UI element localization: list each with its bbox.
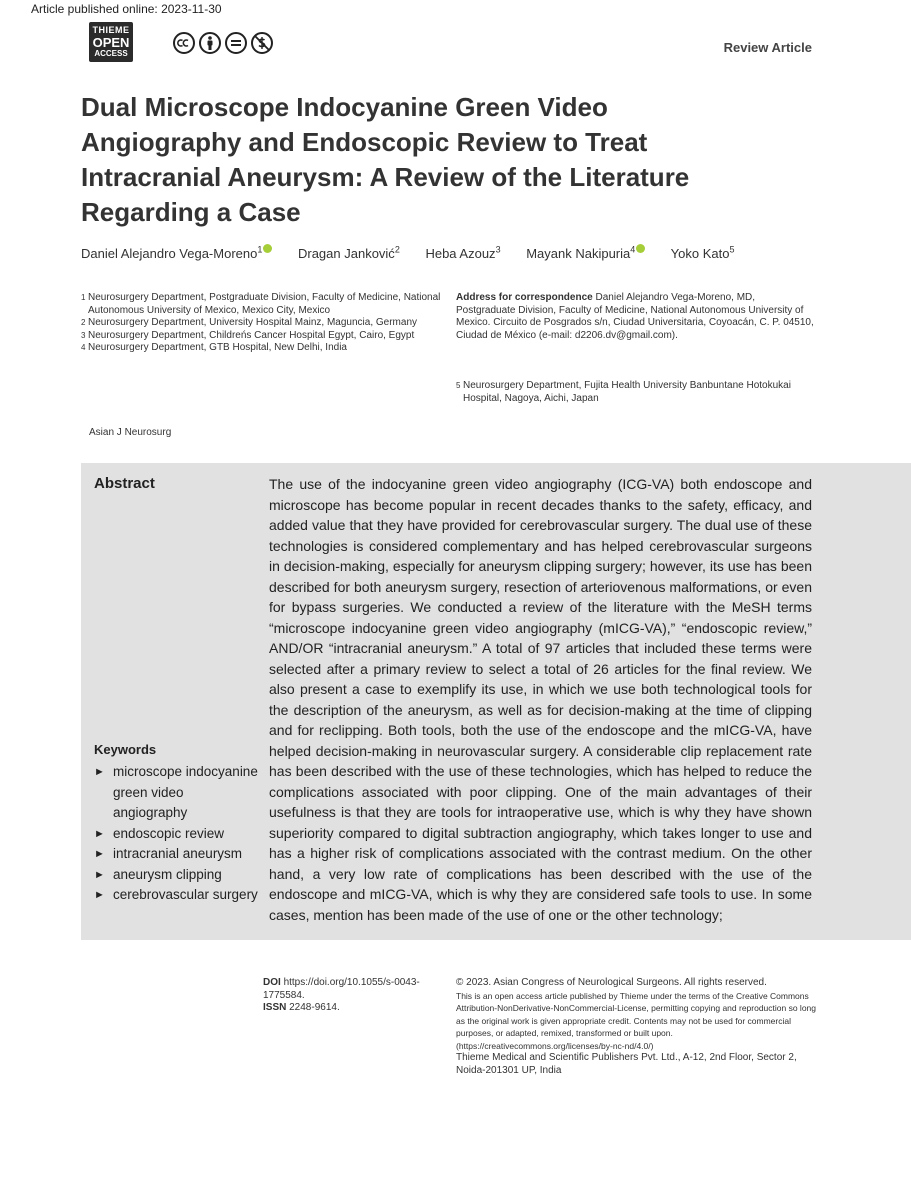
- keyword-text: intracranial aneurysm: [113, 846, 243, 861]
- author-1[interactable]: [81, 246, 272, 261]
- author-list: [81, 244, 756, 261]
- affiliation-number: 5: [456, 381, 461, 390]
- nd-icon: [224, 31, 248, 55]
- author-name: Heba Azouz: [425, 246, 496, 261]
- affiliation-text: Neurosurgery Department, Fujita Health University Banbuntane Hotokukai Hospital, Nagoya, Aichi, Japan: [463, 380, 791, 404]
- affiliation-2: [81, 317, 441, 330]
- publisher-address: Thieme Medical and Scientific Publishers Pvt. Ltd., A-12, 2nd Floor, Sector 2, Noida-201301 UP, India: [456, 1052, 797, 1076]
- affiliation-number: 2: [394, 244, 400, 255]
- arrow-bullet-icon: ►: [94, 889, 105, 901]
- by-icon: [198, 31, 222, 55]
- license-text[interactable]: This is an open access article published by Thieme under the terms of the Creative Commons Attribution-NonDerivative-NonCommercial-License, permitting copying and reproduction so long as the original work is given appropriate credit. Contents may not be used for commercial purposes, or adapted, remixed, transformed or built upon. (https://creativecommons.org/licenses/by-nc-nd/4.0/): [456, 990, 817, 1051]
- keyword-item[interactable]: [94, 844, 259, 865]
- affiliation-number: 5: [729, 244, 735, 255]
- license-icons: [172, 31, 274, 55]
- affiliation-number: 4: [81, 343, 86, 352]
- correspondence-label: Address for correspondence: [456, 292, 593, 303]
- abstract-text: The use of the indocyanine green video angiography (ICG-VA) both endoscope and microscope has become popular in recent decades thanks to the safety, efficacy, and added value that they have provided for cerebrovascular surgery. The dual use of these technologies is considered complementary and has helped cerebrovascular surgeons in decision-making, especially for aneurysm clipping surgery; however, its use has been described for both aneurysm surgery, resection of arteriovenous malformations, or even for bypass surgeries. We conducted a review of the literature with the MeSH terms “microscope indocyanine green video angiography (mICG-VA),” “endoscopic review,” AND/OR “intracranial aneurysm.” A total of 97 articles that included these terms were selected after a primary review to select a total of 26 articles for the final review. We also present a case to exemplify its use, in which we use both technological tools for the description of the aneurysm, as well as for decision-making at the time of clipping and for reclipping. Both tools, both the use of the endoscope and the mICG-VA, have helped decision-making in neurovascular surgery. A considerable clip replacement rate has been described with the use of these technologies, which has helped to reduce the complications associated with poor clipping. One of the main advantages of their usefulness is that they are tools for intraoperative use, which is why they have shown superiority compared to digital subtraction angiography, which takes longer to use and has a higher risk of complications associated with the contrast medium. On the other hand, a very low rate of complications has been described with the use of the endoscope and mICG-VA, which is why they are considered safe tools to use. In some cases, mention has been made of the use of one or the other technology;: [269, 476, 812, 923]
- keyword-item[interactable]: [94, 885, 259, 906]
- affiliation-number: 1: [257, 244, 263, 255]
- copyright-block: [456, 977, 816, 1077]
- keyword-text: endoscopic review: [113, 825, 225, 841]
- affiliation-text: Neurosurgery Department, Postgraduate Division, Faculty of Medicine, National Autonomous University of Mexico, Mexico City, Mexico: [88, 292, 441, 316]
- arrow-bullet-icon: ►: [94, 848, 105, 860]
- keyword-item[interactable]: [94, 762, 259, 824]
- abstract-heading: Abstract: [94, 475, 155, 492]
- keyword-text: cerebrovascular surgery: [113, 887, 258, 902]
- affiliation-3: [81, 330, 441, 343]
- keyword-text: aneurysm clipping: [113, 866, 222, 882]
- logo-line-3: ACCESS: [94, 49, 128, 58]
- author-5[interactable]: [671, 246, 735, 261]
- affiliation-text: Neurosurgery Department, GTB Hospital, New Delhi, India: [88, 342, 347, 353]
- logo-line-2: OPEN: [92, 35, 130, 50]
- affiliation-text: Neurosurgery Department, Childreńs Cancer Hospital Egypt, Cairo, Egypt: [88, 329, 415, 341]
- copyright-line: © 2023. Asian Congress of Neurological Surgeons. All rights reserved.: [456, 977, 767, 988]
- doi-block: [263, 977, 443, 1015]
- affiliation-number: 3: [495, 244, 501, 255]
- affiliation-number: 2: [81, 318, 86, 327]
- author-name: Yoko Kato: [670, 246, 730, 261]
- arrow-bullet-icon: ►: [94, 766, 105, 778]
- arrow-bullet-icon: ►: [94, 827, 105, 840]
- affiliation-number: 3: [81, 330, 86, 340]
- orcid-icon[interactable]: [263, 244, 272, 253]
- affiliation-number: 4: [630, 244, 636, 255]
- author-name: Dragan Janković: [297, 246, 395, 261]
- logo-line-1: THIEME: [92, 25, 130, 35]
- author-4[interactable]: [526, 246, 645, 261]
- keywords-heading: Keywords: [94, 742, 157, 757]
- author-2[interactable]: [298, 246, 400, 261]
- affiliation-4: [81, 342, 441, 355]
- issn-value: 2248-9614.: [289, 1002, 340, 1013]
- author-name: Mayank Nakipuria: [526, 246, 631, 261]
- keyword-list: [94, 762, 259, 906]
- correspondence-text[interactable]: Daniel Alejandro Vega-Moreno, MD, Postgraduate Division, Faculty of Medicine, National Autonomous University of Mexico. Circuito de Posgrados s/n, Ciudad Universitaria, Coyoacán, C. P. 04510, Ciudad de México (e-mail: d2206.dv@gmail.com).: [456, 292, 814, 341]
- keyword-text: microscope indocyanine green video angiography: [113, 764, 258, 820]
- affiliation-text: Neurosurgery Department, University Hospital Mainz, Maguncia, Germany: [88, 317, 418, 328]
- cc-icon: [172, 31, 196, 55]
- affiliation-1: [81, 292, 441, 317]
- paper-title: Dual Microscope Indocyanine Green Video Angiography and Endoscopic Review to Treat Intracranial Aneurysm: A Review of the Literature Regarding a Case: [81, 92, 690, 227]
- affiliation-5: [456, 380, 816, 405]
- affiliations: [81, 292, 441, 355]
- orcid-icon[interactable]: [636, 244, 645, 253]
- keyword-item[interactable]: [94, 824, 259, 845]
- doi-link[interactable]: https://doi.org/10.1055/s-0043-1775584.: [263, 977, 420, 1001]
- author-name: Daniel Alejandro Vega-Moreno: [81, 246, 258, 261]
- article-type-label: Review Article: [723, 40, 812, 55]
- journal-name: Asian J Neurosurg: [89, 427, 172, 438]
- correspondence-address: [456, 292, 816, 342]
- published-date: Article published online: 2023-11-30: [31, 2, 222, 16]
- affiliation-number: 1: [81, 293, 86, 302]
- nc-icon: [250, 31, 274, 55]
- keyword-item[interactable]: [94, 865, 259, 886]
- issn-label: ISSN: [263, 1002, 287, 1013]
- doi-label: DOI: [263, 977, 281, 988]
- arrow-bullet-icon: ►: [94, 868, 105, 881]
- author-3[interactable]: [425, 246, 500, 261]
- thieme-open-access-logo: [89, 22, 133, 62]
